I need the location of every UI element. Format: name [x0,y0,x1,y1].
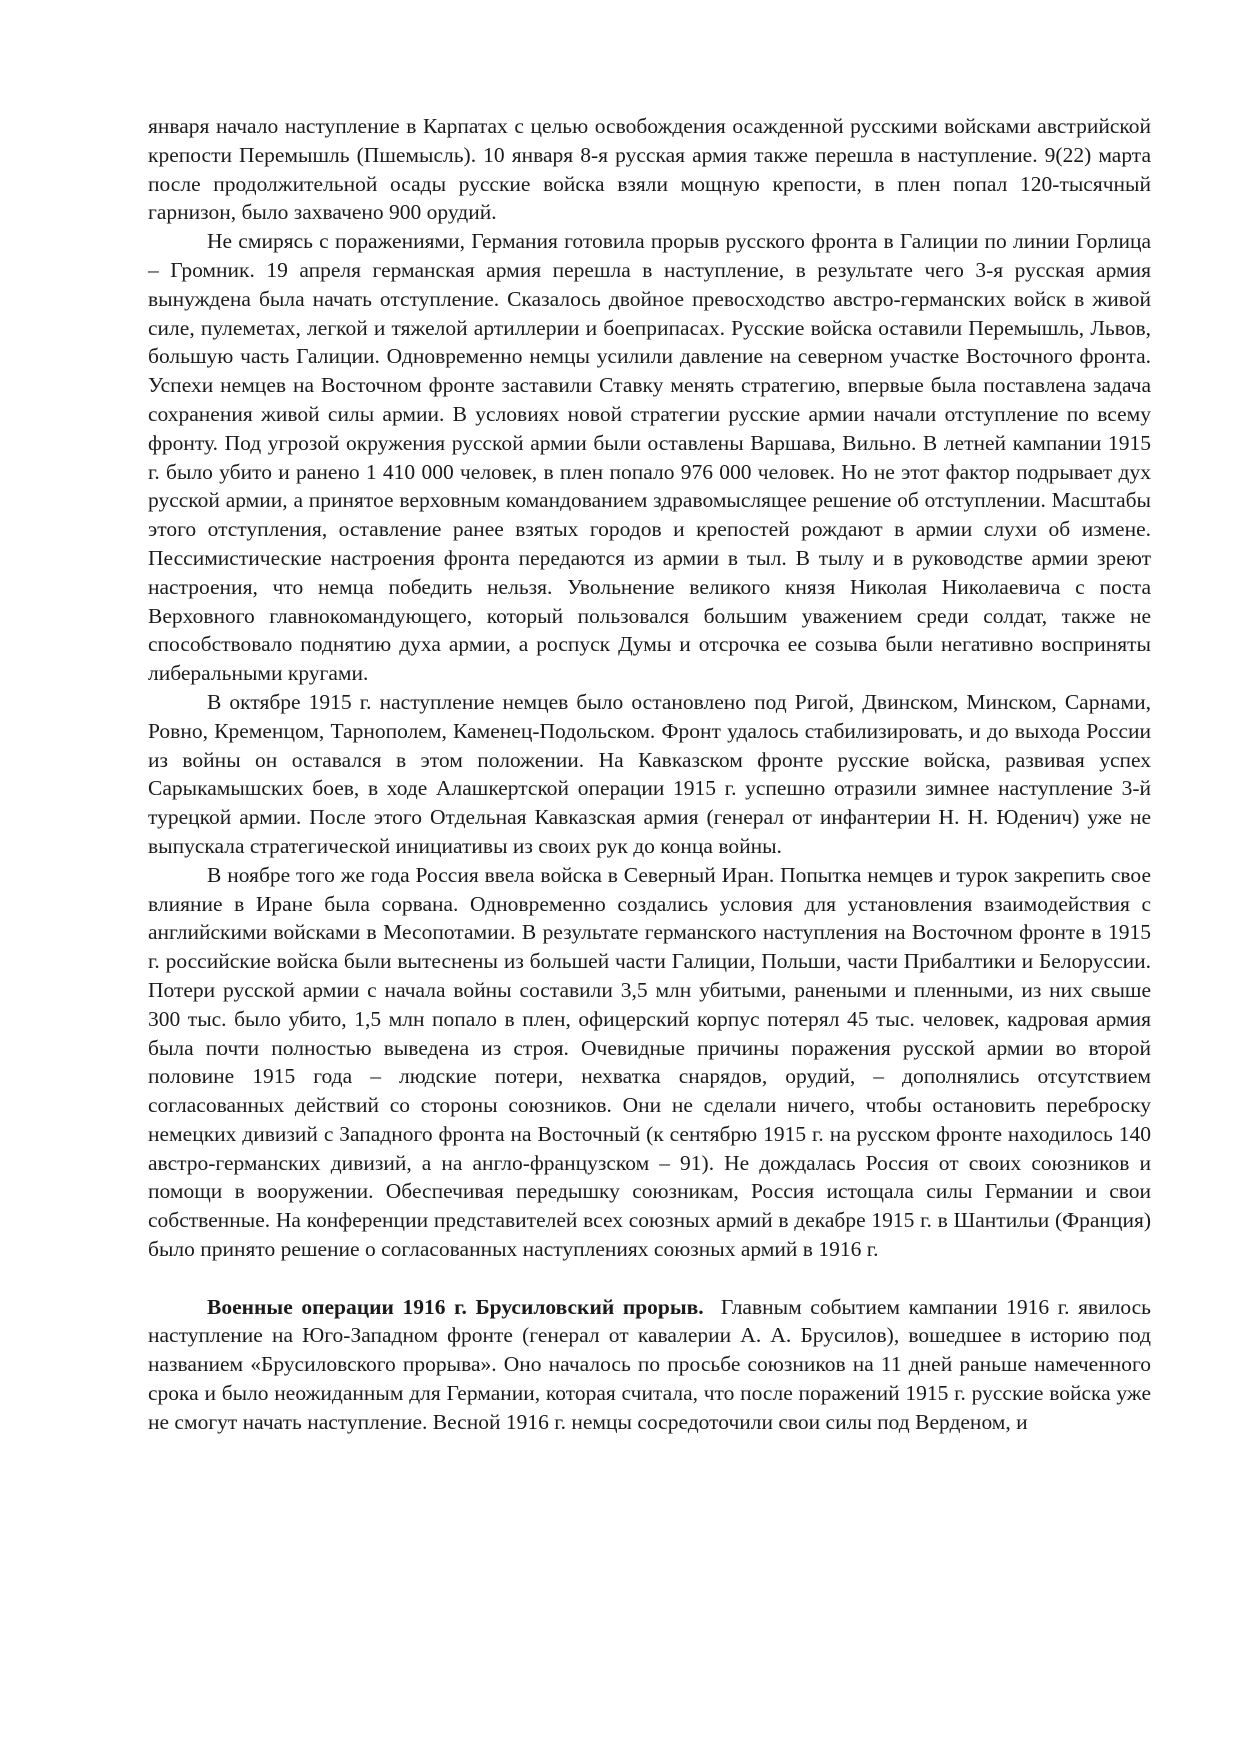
paragraph-november-iran: В ноябре того же года Россия ввела войска в Северный Иран. Попытка немцев и турок закрепить свое влияние в Иране была сорвана. Одновременно создались условия для установления взаимодействия с английскими войсками в Месопотамии. В результате германского наступления на Восточном фронте в 1915 г. российские войска были вытеснены из большей части Галиции, Польши, части Прибалтики и Белоруссии. Потери русской армии с начала войны составили 3,5 млн убитыми, ранеными и пленными, из них свыше 300 тыс. было убито, 1,5 млн попало в плен, офицерский корпус потерял 45 тыс. человек, кадровая армия была почти полностью выведена из строя. Очевидные причины поражения русской армии во второй половине 1915 года – людские потери, нехватка снарядов, орудий, – дополнялись отсутствием согласованных действий со стороны союзников. Они не сделали ничего, чтобы остановить переброску немецких дивизий с Западного фронта на Восточный (к сентябрю 1915 г. на русском фронте находилось 140 австро-германских дивизий, а на англо-французском – 91). Не дождалась Россия от своих союзников и помощи в вооружении. Обеспечивая передышку союзникам, Россия истощала силы Германии и свои собственные. На конференции представителей всех союзных армий в декабре 1915 г. в Шантильи (Франция) было принято решение о согласованных наступлениях союзных армий в 1916 г. [148,862,1151,1262]
section-spacer [148,1264,1151,1293]
paragraph-october-1915: В октябре 1915 г. наступление немцев было остановлено под Ригой, Двинском, Минском, Сарнами, Ровно, Кременцом, Тарнополем, Каменец-Подольском. Фронт удалось стабилизировать, и до выхода России из войны он оставался в этом положении. На Кавказском фронте русские войска, развивая успех Сарыкамышских боев, в ходе Алашкертской операции 1915 г. успешно отразили зимнее наступление 3-й турецкой армии. После этого Отдельная Кавказская армия (генерал от инфантерии Н. Н. Юденич) уже не выпускала стратегической инициативы из своих рук до конца войны. [148,689,1151,858]
document-page [148,112,1151,1437]
section-heading: Военные операции 1916 г. Брусиловский прорыв. [207,1294,704,1319]
paragraph-gorlice-breakthrough: Не смирясь с поражениями, Германия готовила прорыв русского фронта в Галиции по линии Горлица – Громник. 19 апреля германская армия перешла в наступление, в результате чего 3-я русская армия вынуждена была начать отступление. Сказалось двойное превосходство австро-германских войск в живой силе, пулеметах, легкой и тяжелой артиллерии и боеприпасах. Русские войска оставили Перемышль, Львов, большую часть Галиции. Одновременно немцы усилили давление на северном участке Восточного фронта. Успехи немцев на Восточном фронте заставили Ставку менять стратегию, впервые была поставлена задача сохранения живой силы армии. В условиях новой стратегии русские армии начали отступление по всему фронту. Под угрозой окружения русской армии были оставлены Варшава, Вильно. В летней кампании 1915 г. было убито и ранено 1 410 000 человек, в плен попало 976 000 человек. Но не этот фактор подрывает дух русской армии, а принятое верховным командованием здравомыслящее решение об отступлении. Масштабы этого отступления, оставление ранее взятых городов и крепостей рождают в армии слухи об измене. Пессимистические настроения фронта передаются из армии в тыл. В тылу и в руководстве армии зреют настроения, что немца победить нельзя. Увольнение великого князя Николая Николаевича с поста Верховного главнокомандующего, который пользовался большим уважением среди солдат, также не способствовало поднятию духа армии, а роспуск Думы и отсрочка ее созыва были негативно восприняты либеральными кругами. [148,229,1151,686]
section-1916-paragraph [148,1293,1151,1437]
paragraph-carpathians: января начало наступление в Карпатах с целью освобождения осажденной русскими войсками австрийской крепости Перемышль (Пшемысль). 10 января 8-я русская армия также перешла в наступление. 9(22) марта после продолжительной осады русские войска взяли мощную крепости, в плен попал 120-тысячный гарнизон, было захвачено 900 орудий. [148,114,1151,225]
section-body: Главным событием кампании 1916 г. явилось наступление на Юго-Западном фронте (генерал от кавалерии А. А. Брусилов), вошедшее в историю под названием «Брусиловского прорыва». Оно началось по просьбе союзников на 11 дней раньше намеченного срока и было неожиданным для Германии, которая считала, что после поражений 1915 г. русские войска уже не смогут начать наступление. Весной 1916 г. немцы сосредоточили свои силы под Верденом, и [148,1294,1151,1434]
